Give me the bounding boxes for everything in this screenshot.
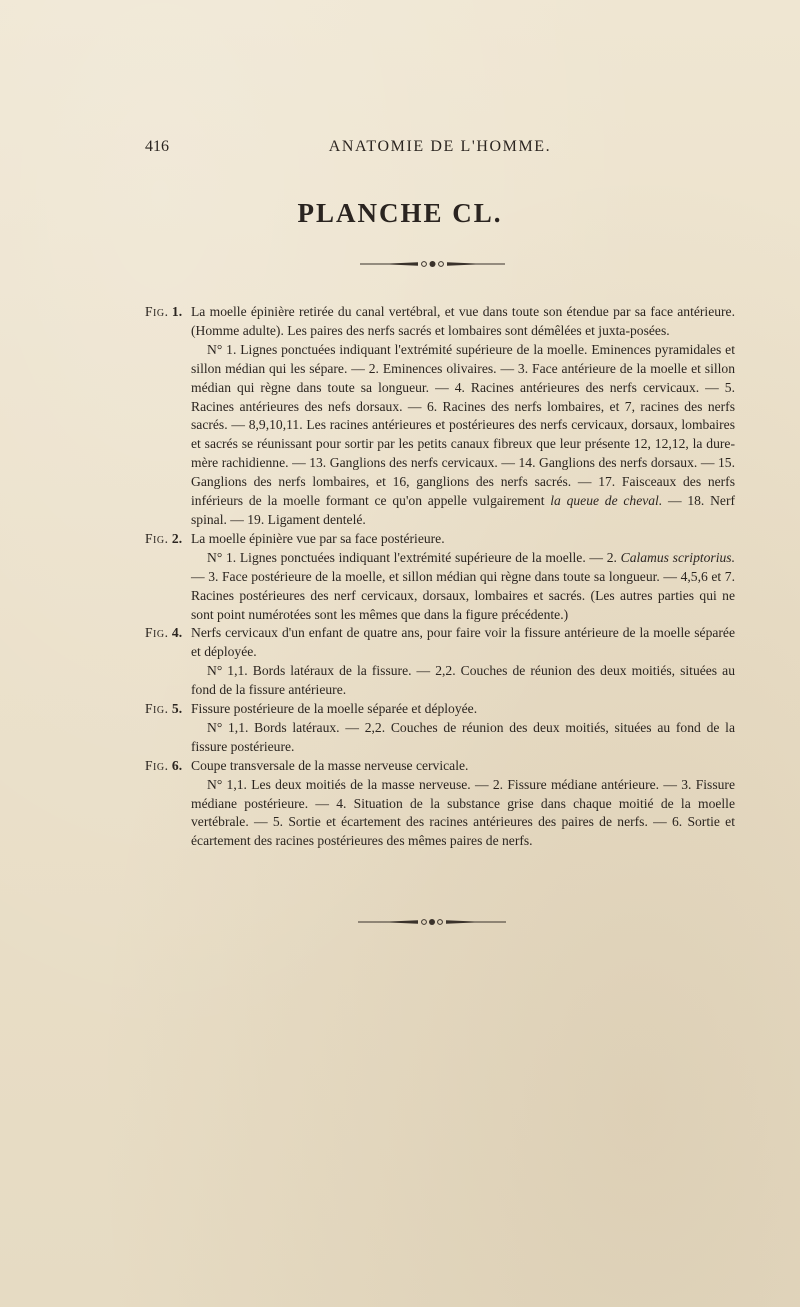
figure-entry — [145, 700, 735, 757]
figure-description: La moelle épinière vue par sa face postérieure. — [191, 530, 445, 546]
figure-label: Fig. 2. — [145, 530, 183, 546]
figure-label: Fig. 6. — [145, 757, 183, 773]
figure-description: La moelle épinière retirée du canal vertébral, et vue dans toute son étendue par sa face antérieure. (Homme adulte). Les paires des nerfs sacrés et lombaires sont démêlées et juxta-posées. — [191, 304, 735, 338]
figure-label: Fig. 5. — [145, 701, 183, 717]
figure-description: Nerfs cervicaux d'un enfant de quatre ans, pour faire voir la fissure antérieure de la moelle séparée et déployée. — [191, 625, 735, 660]
running-title: ANATOMIE DE L'HOMME. — [328, 138, 552, 155]
figure-detail: N° 1,1. Les deux moitiés de la masse nerveuse. — 2. Fissure médiane antérieure. — 3. Fissure médiane postérieure. — 4. Situation de la substance grise dans chaque moitié de la moelle vertébrale. — 5. Sortie et écartement des racines antérieures des paires de nerfs. — 6. Sortie et écartement des racines postérieures des mêmes paires de nerfs. — [191, 776, 735, 849]
figure-description: Coupe transversale de la masse nerveuse cervicale. — [191, 757, 469, 773]
figure-entry — [145, 530, 735, 625]
figure-entry — [145, 757, 735, 852]
figure-description: Fissure postérieure de la moelle séparée et déployée. — [191, 701, 478, 717]
figure-detail: N° 1. Lignes ponctuées indiquant l'extrémité supérieure de la moelle. — 2. Calamus scriptorius. — 3. Face postérieure de la moelle, et sillon médian qui règne dans toute sa longueur. — 4,5,6 et 7. Racines postérieures des nerf cervicaux, dorsaux, lombaires et sacrés. (Les autres parties qui ne sont point numérotées sont les mêmes que dans la figure précédente.) — [191, 549, 735, 622]
figure-label: Fig. 4. — [145, 625, 183, 641]
figure-legend — [145, 303, 735, 851]
figure-entry — [145, 624, 735, 700]
figure-detail: N° 1,1. Bords latéraux. — 2,2. Couches de réunion des deux moitiés, situées au fond de la fissure postérieure. — [191, 719, 735, 754]
ornament-rule-bottom — [358, 918, 506, 926]
plate-title: PLANCHE CL. — [297, 198, 503, 228]
ornament-rule-top — [360, 260, 505, 268]
figure-label: Fig. 1. — [145, 304, 183, 319]
figure-detail: N° 1. Lignes ponctuées indiquant l'extrémité supérieure de la moelle. Eminences pyramidales et sillon médian qui les sépare. — 2. Eminences olivaires. — 3. Face antérieure de la moelle et sillon médian qui règne dans toute sa longueur. — 4. Racines antérieures des nerfs cervicaux. — 5. Racines antérieures des nefs dorsaux. — 6. Racines des nerfs lombaires, et 7, racines des nerfs sacrés. — 8,9,10,11. Les racines antérieures et postérieures des nerfs cervicaux, dorsaux, lombaires et sacrés se réunissant pour sortir par les petits canaux fibreux que leur présente 12, 12,12, la dure-mère rachidienne. — 13. Ganglions des nerfs cervicaux. — 14. Ganglions des nerfs dorsaux. — 15. Ganglions des nerfs lombaires, et 16, ganglions des nerfs sacrés. — 17. Faisceaux des nerfs inférieurs de la moelle formant ce qu'on appelle vulgairement la queue de cheval. — 18. Nerf spinal. — 19. Ligament dentelé. — [191, 341, 735, 527]
figure-detail: N° 1,1. Bords latéraux de la fissure. — 2,2. Couches de réunion des deux moitiés, situées au fond de la fissure antérieure. — [191, 663, 735, 698]
figure-entry — [145, 303, 735, 530]
running-head — [145, 138, 735, 162]
page-number: 416 — [145, 138, 169, 155]
